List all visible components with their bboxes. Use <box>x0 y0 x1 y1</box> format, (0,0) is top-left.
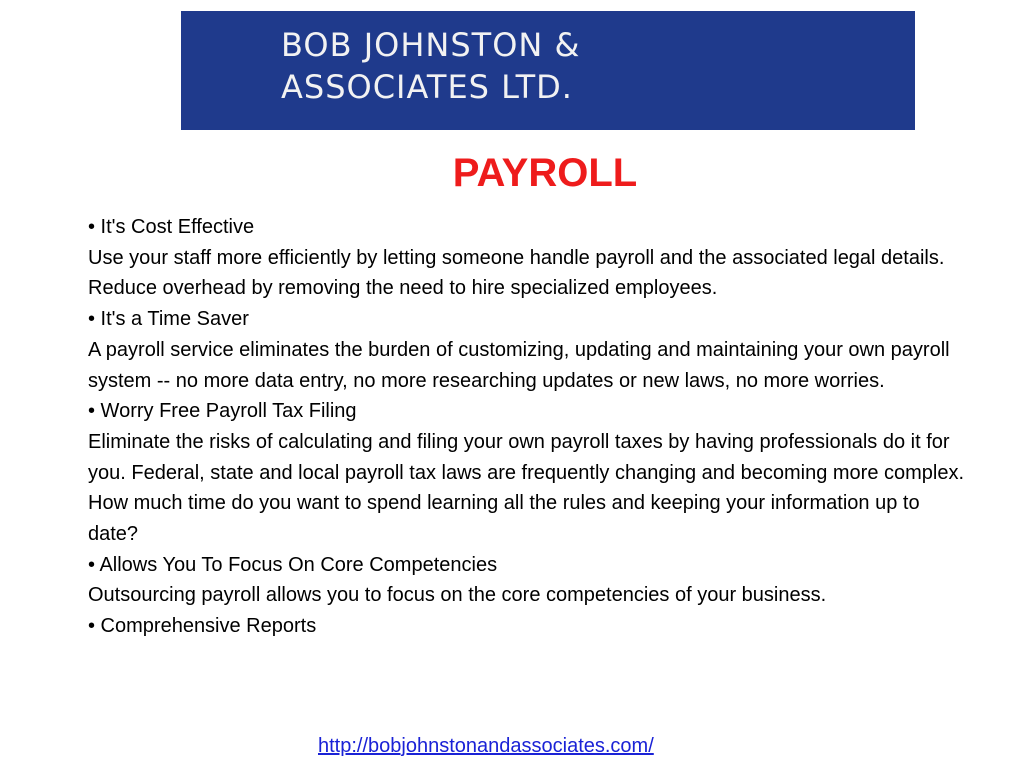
paragraph-core-competencies: Outsourcing payroll allows you to focus on the core competencies of your business. <box>88 584 827 607</box>
bullet-heading-tax-filing: • Worry Free Payroll Tax Filing <box>88 400 357 423</box>
website-link[interactable]: http://bobjohnstonandassociates.com/ <box>318 735 654 757</box>
paragraph-cost-effective: Use your staff more efficiently by letting someone handle payroll and the associated legal details. Reduce overhead by removing the need to hire specialized employees. <box>88 246 945 300</box>
logo-line-1: BOB JOHNSTON & <box>281 26 581 64</box>
company-logo <box>181 11 915 130</box>
bullet-heading-cost-effective: • It's Cost Effective <box>88 216 255 238</box>
page-title: PAYROLL <box>452 151 638 195</box>
bullet-heading-core-competencies: • Allows You To Focus On Core Competencies <box>88 553 498 576</box>
paragraph-tax-filing: Eliminate the risks of calculating and filing your own payroll taxes by having professionals do it for you. Federal, state and local payroll tax laws are frequently changing and becoming more complex. How much time do you want to spend learning all the rules and keeping your information up to date? <box>88 430 965 546</box>
content-body <box>88 212 968 642</box>
bullet-heading-reports: • Comprehensive Reports <box>88 615 317 638</box>
bullet-heading-time-saver: • It's a Time Saver <box>88 308 249 331</box>
logo-line-2: ASSOCIATES LTD. <box>281 68 573 106</box>
paragraph-time-saver: A payroll service eliminates the burden of customizing, updating and maintaining your own payroll system -- no more data entry, no more researching updates or new laws, no more worries. <box>88 338 950 392</box>
